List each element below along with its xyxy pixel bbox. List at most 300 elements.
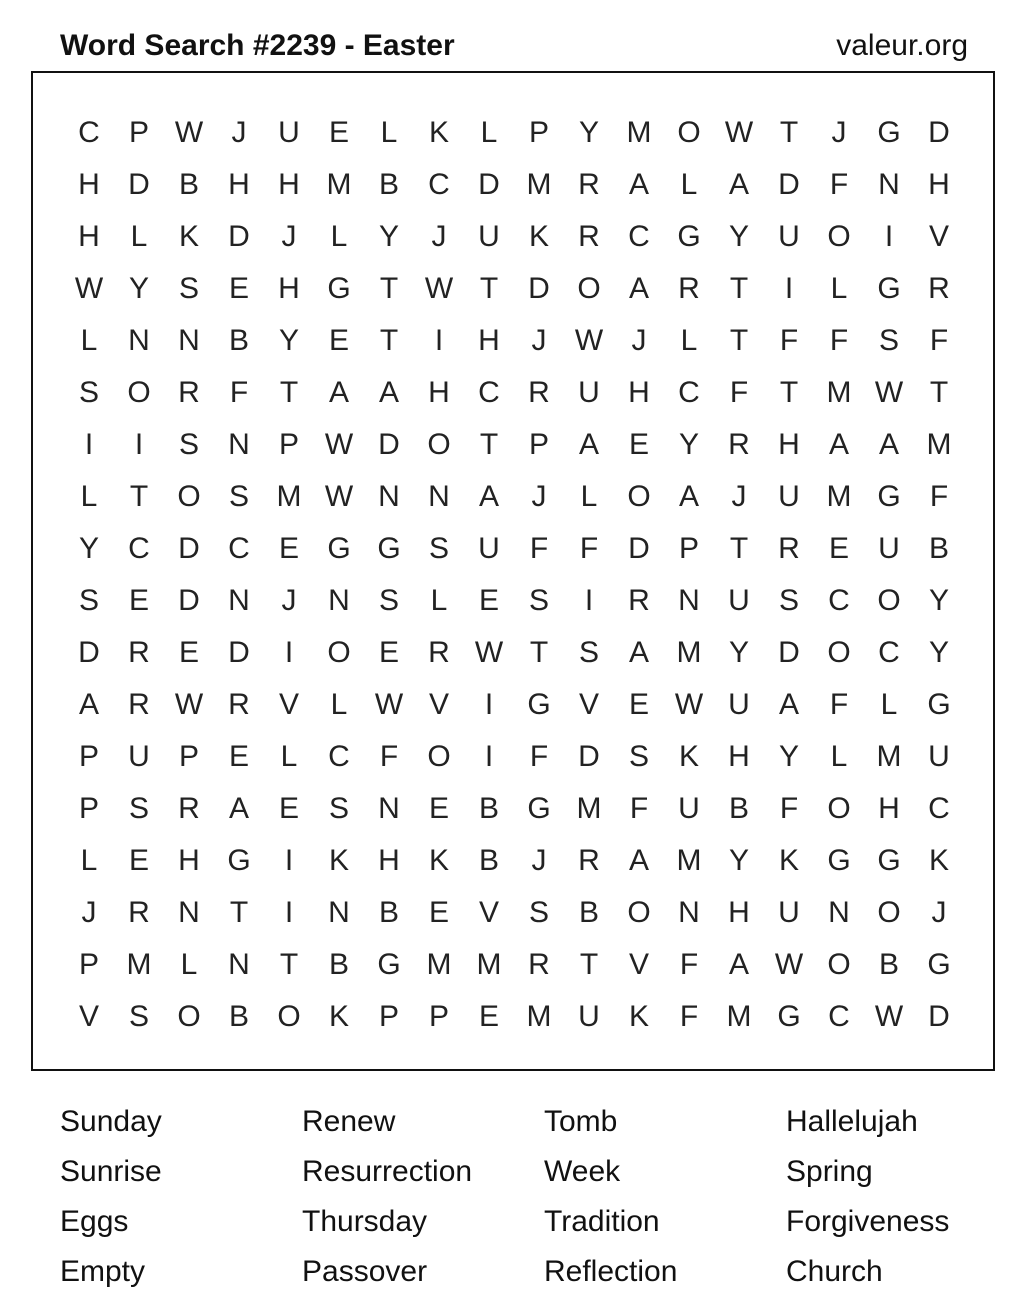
- grid-letter[interactable]: D: [128, 168, 150, 201]
- grid-letter[interactable]: H: [228, 168, 250, 201]
- grid-letter[interactable]: C: [828, 1000, 850, 1033]
- grid-letter[interactable]: V: [928, 220, 949, 253]
- grid-letter[interactable]: H: [428, 376, 450, 409]
- grid-letter[interactable]: D: [478, 168, 500, 201]
- grid-letter[interactable]: F: [579, 532, 599, 565]
- grid-letter[interactable]: O: [627, 896, 651, 929]
- grid-letter[interactable]: L: [580, 480, 598, 513]
- grid-letter[interactable]: F: [229, 376, 249, 409]
- grid-letter[interactable]: A: [828, 428, 849, 461]
- grid-letter[interactable]: T: [479, 428, 499, 461]
- grid-letter[interactable]: U: [128, 740, 150, 773]
- grid-letter[interactable]: G: [877, 116, 901, 149]
- grid-letter[interactable]: H: [378, 844, 400, 877]
- grid-letter[interactable]: B: [478, 792, 499, 825]
- grid-letter[interactable]: V: [478, 896, 499, 929]
- grid-letter[interactable]: D: [78, 636, 100, 669]
- grid-letter[interactable]: U: [728, 688, 750, 721]
- grid-letter[interactable]: G: [877, 844, 901, 877]
- grid-letter[interactable]: U: [578, 1000, 600, 1033]
- grid-letter[interactable]: B: [178, 168, 199, 201]
- grid-letter[interactable]: N: [828, 896, 850, 929]
- grid-letter[interactable]: F: [829, 168, 849, 201]
- grid-letter[interactable]: I: [284, 844, 294, 877]
- grid-letter[interactable]: E: [278, 532, 299, 565]
- grid-letter[interactable]: W: [374, 688, 404, 721]
- grid-letter[interactable]: F: [529, 532, 549, 565]
- grid-letter[interactable]: U: [478, 532, 500, 565]
- grid-letter[interactable]: T: [529, 636, 549, 669]
- grid-letter[interactable]: N: [678, 896, 700, 929]
- grid-letter[interactable]: F: [829, 688, 849, 721]
- grid-letter[interactable]: D: [228, 636, 250, 669]
- grid-letter[interactable]: I: [84, 428, 94, 461]
- grid-letter[interactable]: S: [528, 584, 549, 617]
- grid-letter[interactable]: J: [531, 480, 547, 513]
- grid-letter[interactable]: L: [280, 740, 298, 773]
- grid-letter[interactable]: R: [528, 376, 550, 409]
- grid-letter[interactable]: K: [778, 844, 799, 877]
- grid-letter[interactable]: N: [328, 584, 350, 617]
- grid-letter[interactable]: E: [128, 844, 149, 877]
- grid-letter[interactable]: J: [731, 480, 747, 513]
- grid-letter[interactable]: O: [127, 376, 151, 409]
- grid-letter[interactable]: M: [326, 168, 352, 201]
- grid-letter[interactable]: C: [128, 532, 150, 565]
- grid-letter[interactable]: L: [130, 220, 148, 253]
- grid-letter[interactable]: T: [279, 376, 299, 409]
- grid-letter[interactable]: V: [78, 1000, 99, 1033]
- grid-letter[interactable]: T: [479, 272, 499, 305]
- grid-letter[interactable]: N: [128, 324, 150, 357]
- grid-letter[interactable]: T: [379, 324, 399, 357]
- grid-letter[interactable]: P: [428, 1000, 449, 1033]
- grid-letter[interactable]: C: [478, 376, 500, 409]
- grid-letter[interactable]: F: [729, 376, 749, 409]
- grid-letter[interactable]: G: [927, 688, 951, 721]
- grid-letter[interactable]: U: [728, 584, 750, 617]
- letter-grid[interactable]: [64, 107, 964, 1043]
- grid-letter[interactable]: Y: [678, 428, 699, 461]
- grid-letter[interactable]: R: [528, 948, 550, 981]
- grid-letter[interactable]: B: [728, 792, 749, 825]
- grid-letter[interactable]: R: [578, 220, 600, 253]
- grid-letter[interactable]: H: [178, 844, 200, 877]
- grid-letter[interactable]: T: [729, 272, 749, 305]
- grid-letter[interactable]: W: [474, 636, 504, 669]
- grid-letter[interactable]: M: [926, 428, 952, 461]
- grid-letter[interactable]: K: [528, 220, 549, 253]
- grid-letter[interactable]: Y: [128, 272, 149, 305]
- grid-letter[interactable]: P: [378, 1000, 399, 1033]
- grid-letter[interactable]: A: [878, 428, 899, 461]
- grid-letter[interactable]: I: [434, 324, 444, 357]
- grid-letter[interactable]: A: [628, 636, 649, 669]
- grid-letter[interactable]: P: [78, 948, 99, 981]
- grid-letter[interactable]: M: [826, 480, 852, 513]
- grid-letter[interactable]: E: [178, 636, 199, 669]
- grid-letter[interactable]: D: [178, 532, 200, 565]
- grid-letter[interactable]: H: [628, 376, 650, 409]
- grid-letter[interactable]: E: [428, 792, 449, 825]
- grid-letter[interactable]: A: [628, 272, 649, 305]
- grid-letter[interactable]: D: [228, 220, 250, 253]
- grid-letter[interactable]: D: [578, 740, 600, 773]
- grid-letter[interactable]: S: [128, 792, 149, 825]
- grid-letter[interactable]: P: [178, 740, 199, 773]
- grid-letter[interactable]: L: [80, 844, 98, 877]
- grid-letter[interactable]: L: [180, 948, 198, 981]
- grid-letter[interactable]: S: [78, 584, 99, 617]
- grid-letter[interactable]: Y: [278, 324, 299, 357]
- grid-letter[interactable]: V: [578, 688, 599, 721]
- grid-letter[interactable]: O: [877, 584, 901, 617]
- grid-letter[interactable]: L: [330, 220, 348, 253]
- grid-letter[interactable]: I: [134, 428, 144, 461]
- grid-letter[interactable]: O: [427, 740, 451, 773]
- grid-letter[interactable]: Y: [728, 220, 749, 253]
- grid-letter[interactable]: B: [228, 324, 249, 357]
- grid-letter[interactable]: A: [728, 168, 749, 201]
- grid-letter[interactable]: O: [877, 896, 901, 929]
- grid-letter[interactable]: J: [81, 896, 97, 929]
- grid-letter[interactable]: E: [628, 428, 649, 461]
- grid-letter[interactable]: F: [779, 324, 799, 357]
- grid-letter[interactable]: B: [328, 948, 349, 981]
- grid-letter[interactable]: K: [678, 740, 699, 773]
- grid-letter[interactable]: N: [178, 324, 200, 357]
- grid-letter[interactable]: M: [426, 948, 452, 981]
- grid-letter[interactable]: Y: [578, 116, 599, 149]
- grid-letter[interactable]: C: [928, 792, 950, 825]
- grid-letter[interactable]: M: [826, 376, 852, 409]
- grid-letter[interactable]: S: [178, 272, 199, 305]
- grid-letter[interactable]: C: [878, 636, 900, 669]
- grid-letter[interactable]: E: [428, 896, 449, 929]
- grid-letter[interactable]: C: [228, 532, 250, 565]
- grid-letter[interactable]: H: [78, 220, 100, 253]
- grid-letter[interactable]: Y: [728, 636, 749, 669]
- grid-letter[interactable]: T: [929, 376, 949, 409]
- grid-letter[interactable]: H: [78, 168, 100, 201]
- grid-letter[interactable]: A: [628, 168, 649, 201]
- grid-letter[interactable]: G: [327, 272, 351, 305]
- grid-letter[interactable]: A: [228, 792, 249, 825]
- grid-letter[interactable]: U: [478, 220, 500, 253]
- grid-letter[interactable]: H: [728, 896, 750, 929]
- grid-letter[interactable]: W: [424, 272, 454, 305]
- grid-letter[interactable]: O: [627, 480, 651, 513]
- grid-letter[interactable]: L: [680, 324, 698, 357]
- grid-letter[interactable]: Y: [78, 532, 99, 565]
- grid-letter[interactable]: W: [574, 324, 604, 357]
- grid-letter[interactable]: L: [80, 480, 98, 513]
- grid-letter[interactable]: A: [678, 480, 699, 513]
- grid-letter[interactable]: W: [324, 480, 354, 513]
- grid-letter[interactable]: O: [827, 636, 851, 669]
- grid-letter[interactable]: L: [680, 168, 698, 201]
- grid-letter[interactable]: T: [729, 324, 749, 357]
- grid-letter[interactable]: E: [228, 272, 249, 305]
- grid-letter[interactable]: W: [674, 688, 704, 721]
- grid-letter[interactable]: U: [778, 896, 800, 929]
- grid-letter[interactable]: R: [928, 272, 950, 305]
- grid-letter[interactable]: I: [284, 896, 294, 929]
- grid-letter[interactable]: C: [678, 376, 700, 409]
- grid-letter[interactable]: J: [531, 324, 547, 357]
- grid-letter[interactable]: G: [377, 948, 401, 981]
- grid-letter[interactable]: U: [278, 116, 300, 149]
- grid-letter[interactable]: G: [877, 272, 901, 305]
- grid-letter[interactable]: N: [228, 948, 250, 981]
- grid-letter[interactable]: I: [484, 740, 494, 773]
- grid-letter[interactable]: R: [678, 272, 700, 305]
- grid-letter[interactable]: V: [428, 688, 449, 721]
- grid-letter[interactable]: O: [677, 116, 701, 149]
- grid-letter[interactable]: T: [729, 532, 749, 565]
- grid-letter[interactable]: P: [528, 428, 549, 461]
- grid-letter[interactable]: D: [928, 1000, 950, 1033]
- grid-letter[interactable]: K: [428, 116, 449, 149]
- grid-letter[interactable]: S: [428, 532, 449, 565]
- grid-letter[interactable]: G: [227, 844, 251, 877]
- grid-letter[interactable]: K: [178, 220, 199, 253]
- grid-letter[interactable]: F: [829, 324, 849, 357]
- grid-letter[interactable]: M: [726, 1000, 752, 1033]
- grid-letter[interactable]: A: [728, 948, 749, 981]
- grid-letter[interactable]: D: [378, 428, 400, 461]
- grid-letter[interactable]: O: [177, 1000, 201, 1033]
- grid-letter[interactable]: F: [529, 740, 549, 773]
- grid-letter[interactable]: B: [378, 896, 399, 929]
- grid-letter[interactable]: S: [778, 584, 799, 617]
- grid-letter[interactable]: N: [428, 480, 450, 513]
- grid-letter[interactable]: K: [928, 844, 949, 877]
- grid-letter[interactable]: O: [577, 272, 601, 305]
- grid-letter[interactable]: E: [328, 324, 349, 357]
- grid-letter[interactable]: N: [378, 792, 400, 825]
- grid-letter[interactable]: D: [178, 584, 200, 617]
- grid-letter[interactable]: N: [378, 480, 400, 513]
- grid-letter[interactable]: N: [678, 584, 700, 617]
- grid-letter[interactable]: M: [476, 948, 502, 981]
- grid-letter[interactable]: A: [378, 376, 399, 409]
- grid-letter[interactable]: P: [278, 428, 299, 461]
- grid-letter[interactable]: U: [578, 376, 600, 409]
- grid-letter[interactable]: B: [878, 948, 899, 981]
- grid-letter[interactable]: L: [480, 116, 498, 149]
- grid-letter[interactable]: R: [578, 168, 600, 201]
- grid-letter[interactable]: E: [628, 688, 649, 721]
- grid-letter[interactable]: O: [827, 948, 851, 981]
- grid-letter[interactable]: O: [277, 1000, 301, 1033]
- grid-letter[interactable]: D: [628, 532, 650, 565]
- grid-letter[interactable]: J: [281, 220, 297, 253]
- grid-letter[interactable]: B: [378, 168, 399, 201]
- grid-letter[interactable]: R: [778, 532, 800, 565]
- grid-letter[interactable]: R: [228, 688, 250, 721]
- grid-letter[interactable]: S: [878, 324, 899, 357]
- grid-letter[interactable]: A: [628, 844, 649, 877]
- grid-letter[interactable]: Y: [378, 220, 399, 253]
- grid-letter[interactable]: A: [78, 688, 99, 721]
- grid-letter[interactable]: T: [279, 948, 299, 981]
- grid-letter[interactable]: J: [231, 116, 247, 149]
- grid-letter[interactable]: B: [228, 1000, 249, 1033]
- grid-letter[interactable]: F: [929, 480, 949, 513]
- grid-letter[interactable]: M: [676, 636, 702, 669]
- grid-letter[interactable]: P: [128, 116, 149, 149]
- grid-letter[interactable]: N: [328, 896, 350, 929]
- grid-letter[interactable]: T: [379, 272, 399, 305]
- grid-letter[interactable]: S: [78, 376, 99, 409]
- grid-letter[interactable]: K: [328, 1000, 349, 1033]
- grid-letter[interactable]: G: [777, 1000, 801, 1033]
- grid-letter[interactable]: E: [278, 792, 299, 825]
- grid-letter[interactable]: W: [874, 376, 904, 409]
- grid-letter[interactable]: H: [728, 740, 750, 773]
- grid-letter[interactable]: C: [628, 220, 650, 253]
- grid-letter[interactable]: S: [578, 636, 599, 669]
- grid-letter[interactable]: M: [126, 948, 152, 981]
- grid-letter[interactable]: N: [178, 896, 200, 929]
- grid-letter[interactable]: F: [379, 740, 399, 773]
- grid-letter[interactable]: M: [676, 844, 702, 877]
- grid-letter[interactable]: E: [478, 1000, 499, 1033]
- grid-letter[interactable]: L: [830, 272, 848, 305]
- grid-letter[interactable]: P: [678, 532, 699, 565]
- grid-letter[interactable]: G: [677, 220, 701, 253]
- grid-letter[interactable]: A: [478, 480, 499, 513]
- grid-letter[interactable]: H: [778, 428, 800, 461]
- grid-letter[interactable]: O: [827, 792, 851, 825]
- grid-letter[interactable]: E: [228, 740, 249, 773]
- grid-letter[interactable]: R: [128, 688, 150, 721]
- grid-letter[interactable]: S: [178, 428, 199, 461]
- grid-letter[interactable]: K: [628, 1000, 649, 1033]
- grid-letter[interactable]: M: [626, 116, 652, 149]
- grid-letter[interactable]: S: [228, 480, 249, 513]
- grid-letter[interactable]: T: [579, 948, 599, 981]
- grid-letter[interactable]: N: [228, 584, 250, 617]
- grid-letter[interactable]: I: [484, 688, 494, 721]
- grid-letter[interactable]: E: [478, 584, 499, 617]
- grid-letter[interactable]: L: [430, 584, 448, 617]
- grid-letter[interactable]: I: [884, 220, 894, 253]
- grid-letter[interactable]: W: [74, 272, 104, 305]
- grid-letter[interactable]: W: [174, 116, 204, 149]
- grid-letter[interactable]: H: [278, 272, 300, 305]
- grid-letter[interactable]: F: [679, 948, 699, 981]
- grid-letter[interactable]: O: [327, 636, 351, 669]
- grid-letter[interactable]: J: [831, 116, 847, 149]
- grid-letter[interactable]: U: [778, 480, 800, 513]
- grid-letter[interactable]: M: [876, 740, 902, 773]
- grid-letter[interactable]: W: [874, 1000, 904, 1033]
- grid-letter[interactable]: L: [830, 740, 848, 773]
- grid-letter[interactable]: I: [284, 636, 294, 669]
- grid-letter[interactable]: S: [378, 584, 399, 617]
- grid-letter[interactable]: S: [628, 740, 649, 773]
- grid-letter[interactable]: J: [631, 324, 647, 357]
- grid-letter[interactable]: W: [724, 116, 754, 149]
- grid-letter[interactable]: A: [578, 428, 599, 461]
- grid-letter[interactable]: J: [431, 220, 447, 253]
- grid-letter[interactable]: L: [880, 688, 898, 721]
- grid-letter[interactable]: E: [828, 532, 849, 565]
- grid-letter[interactable]: H: [478, 324, 500, 357]
- grid-letter[interactable]: S: [528, 896, 549, 929]
- grid-letter[interactable]: D: [528, 272, 550, 305]
- grid-letter[interactable]: R: [178, 376, 200, 409]
- grid-letter[interactable]: T: [779, 116, 799, 149]
- grid-letter[interactable]: W: [774, 948, 804, 981]
- grid-letter[interactable]: G: [377, 532, 401, 565]
- grid-letter[interactable]: O: [427, 428, 451, 461]
- grid-letter[interactable]: U: [878, 532, 900, 565]
- grid-letter[interactable]: F: [929, 324, 949, 357]
- grid-letter[interactable]: H: [878, 792, 900, 825]
- grid-letter[interactable]: C: [828, 584, 850, 617]
- grid-letter[interactable]: J: [531, 844, 547, 877]
- grid-letter[interactable]: G: [527, 792, 551, 825]
- grid-letter[interactable]: R: [128, 636, 150, 669]
- grid-letter[interactable]: M: [526, 168, 552, 201]
- grid-letter[interactable]: G: [827, 844, 851, 877]
- grid-letter[interactable]: E: [328, 116, 349, 149]
- grid-letter[interactable]: Y: [928, 584, 949, 617]
- grid-letter[interactable]: F: [779, 792, 799, 825]
- grid-letter[interactable]: D: [928, 116, 950, 149]
- grid-letter[interactable]: C: [78, 116, 100, 149]
- grid-letter[interactable]: E: [378, 636, 399, 669]
- grid-letter[interactable]: C: [428, 168, 450, 201]
- grid-letter[interactable]: M: [276, 480, 302, 513]
- grid-letter[interactable]: G: [877, 480, 901, 513]
- grid-letter[interactable]: A: [778, 688, 799, 721]
- grid-letter[interactable]: R: [728, 428, 750, 461]
- grid-letter[interactable]: R: [128, 896, 150, 929]
- grid-letter[interactable]: G: [527, 688, 551, 721]
- grid-letter[interactable]: I: [584, 584, 594, 617]
- grid-letter[interactable]: J: [281, 584, 297, 617]
- grid-letter[interactable]: L: [380, 116, 398, 149]
- grid-letter[interactable]: R: [428, 636, 450, 669]
- grid-letter[interactable]: L: [330, 688, 348, 721]
- grid-letter[interactable]: N: [228, 428, 250, 461]
- grid-letter[interactable]: N: [878, 168, 900, 201]
- grid-letter[interactable]: U: [928, 740, 950, 773]
- grid-letter[interactable]: U: [778, 220, 800, 253]
- grid-letter[interactable]: V: [628, 948, 649, 981]
- grid-letter[interactable]: K: [428, 844, 449, 877]
- grid-letter[interactable]: P: [528, 116, 549, 149]
- grid-letter[interactable]: F: [679, 1000, 699, 1033]
- grid-letter[interactable]: T: [129, 480, 149, 513]
- grid-letter[interactable]: B: [928, 532, 949, 565]
- grid-letter[interactable]: I: [784, 272, 794, 305]
- grid-letter[interactable]: Y: [778, 740, 799, 773]
- grid-letter[interactable]: W: [174, 688, 204, 721]
- grid-letter[interactable]: R: [578, 844, 600, 877]
- grid-letter[interactable]: C: [328, 740, 350, 773]
- grid-letter[interactable]: R: [628, 584, 650, 617]
- grid-letter[interactable]: F: [629, 792, 649, 825]
- grid-letter[interactable]: P: [78, 740, 99, 773]
- grid-letter[interactable]: M: [576, 792, 602, 825]
- grid-letter[interactable]: L: [80, 324, 98, 357]
- grid-letter[interactable]: V: [278, 688, 299, 721]
